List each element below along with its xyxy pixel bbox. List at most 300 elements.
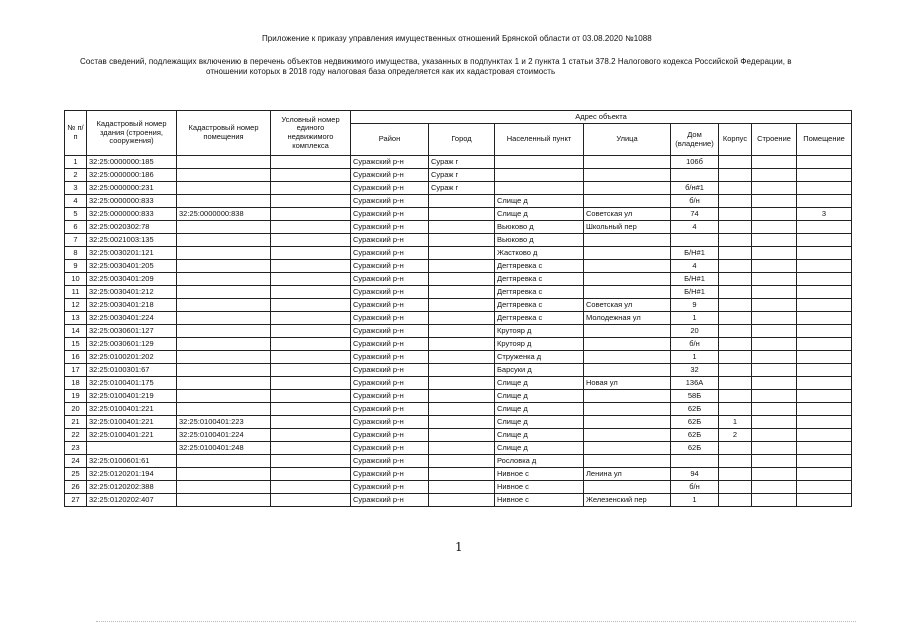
- cell-room: [797, 247, 852, 260]
- table-row: [65, 338, 852, 351]
- cell-settlement: Рословка д: [495, 455, 584, 468]
- cell-stroenie: [752, 364, 797, 377]
- cell-korpus: [719, 286, 752, 299]
- cell-district: Суражский р-н: [351, 169, 429, 182]
- cell-city: [429, 442, 495, 455]
- cell-settlement: Слище д: [495, 442, 584, 455]
- cell-korpus: [719, 234, 752, 247]
- cell-district: Суражский р-н: [351, 273, 429, 286]
- cell-house: [671, 455, 719, 468]
- cell-district: Суражский р-н: [351, 390, 429, 403]
- col-header-district: Район: [351, 124, 429, 156]
- cell-cadastral-room: [177, 234, 271, 247]
- cell-conditional-number: [271, 273, 351, 286]
- cell-conditional-number: [271, 468, 351, 481]
- cell-house: 32: [671, 364, 719, 377]
- cell-city: [429, 260, 495, 273]
- cell-street: [584, 364, 671, 377]
- cell-stroenie: [752, 221, 797, 234]
- cell-cadastral-room: [177, 377, 271, 390]
- cell-city: Сураж г: [429, 182, 495, 195]
- cell-korpus: [719, 182, 752, 195]
- cell-conditional-number: [271, 247, 351, 260]
- cell-conditional-number: [271, 286, 351, 299]
- table-row: [65, 416, 852, 429]
- cell-house: Б/Н#1: [671, 286, 719, 299]
- cell-settlement: Дегтяревка с: [495, 286, 584, 299]
- cell-city: [429, 416, 495, 429]
- cell-conditional-number: [271, 325, 351, 338]
- cell-cadastral-building: 32:25:0000000:231: [87, 182, 177, 195]
- col-header-city: Город: [429, 124, 495, 156]
- cell-num: 7: [65, 234, 87, 247]
- cell-street: [584, 182, 671, 195]
- table-row: [65, 195, 852, 208]
- cell-cadastral-building: 32:25:0100401:221: [87, 429, 177, 442]
- cell-stroenie: [752, 403, 797, 416]
- cell-cadastral-building: 32:25:0120202:388: [87, 481, 177, 494]
- table-row: [65, 156, 852, 169]
- table-body: [65, 156, 852, 507]
- cell-korpus: [719, 260, 752, 273]
- cell-house: 1: [671, 351, 719, 364]
- cell-city: [429, 299, 495, 312]
- cell-stroenie: [752, 195, 797, 208]
- cell-cadastral-room: 32:25:0000000:838: [177, 208, 271, 221]
- cell-cadastral-building: 32:25:0030401:218: [87, 299, 177, 312]
- table-row: [65, 325, 852, 338]
- cell-conditional-number: [271, 390, 351, 403]
- table-row: [65, 403, 852, 416]
- table-row: [65, 377, 852, 390]
- cell-cadastral-building: 32:25:0000000:833: [87, 195, 177, 208]
- col-header-address-group: Адрес объекта: [351, 111, 852, 124]
- cell-cadastral-building: 32:25:0030601:127: [87, 325, 177, 338]
- cell-korpus: [719, 403, 752, 416]
- cell-cadastral-building: 32:25:0020302:78: [87, 221, 177, 234]
- cell-cadastral-room: [177, 494, 271, 507]
- cell-street: [584, 195, 671, 208]
- cell-cadastral-building: 32:25:0030401:205: [87, 260, 177, 273]
- cell-district: Суражский р-н: [351, 325, 429, 338]
- cell-room: [797, 169, 852, 182]
- col-header-stroenie: Строение: [752, 124, 797, 156]
- cell-conditional-number: [271, 455, 351, 468]
- cell-cadastral-building: 32:25:0000000:186: [87, 169, 177, 182]
- cell-stroenie: [752, 182, 797, 195]
- cell-settlement: Слище д: [495, 429, 584, 442]
- cell-conditional-number: [271, 182, 351, 195]
- cell-city: [429, 455, 495, 468]
- cell-room: [797, 351, 852, 364]
- cell-settlement: [495, 182, 584, 195]
- table-row: [65, 442, 852, 455]
- cell-room: [797, 221, 852, 234]
- cell-street: [584, 416, 671, 429]
- cell-district: Суражский р-н: [351, 299, 429, 312]
- cell-conditional-number: [271, 299, 351, 312]
- cell-num: 2: [65, 169, 87, 182]
- col-header-room: Помещение: [797, 124, 852, 156]
- cell-street: Советская ул: [584, 299, 671, 312]
- cell-num: 26: [65, 481, 87, 494]
- cell-room: [797, 260, 852, 273]
- cell-korpus: [719, 325, 752, 338]
- cell-district: Суражский р-н: [351, 494, 429, 507]
- cell-district: Суражский р-н: [351, 260, 429, 273]
- cell-district: Суражский р-н: [351, 208, 429, 221]
- cell-room: [797, 325, 852, 338]
- cell-cadastral-room: [177, 299, 271, 312]
- cell-street: [584, 156, 671, 169]
- cell-street: [584, 351, 671, 364]
- cell-stroenie: [752, 468, 797, 481]
- cell-settlement: Нивное с: [495, 481, 584, 494]
- cell-cadastral-building: 32:25:0100301:67: [87, 364, 177, 377]
- table-row: [65, 351, 852, 364]
- cell-korpus: [719, 494, 752, 507]
- col-header-house: Дом (владение): [671, 124, 719, 156]
- cell-street: [584, 390, 671, 403]
- cell-cadastral-room: [177, 195, 271, 208]
- cell-num: 13: [65, 312, 87, 325]
- cell-num: 18: [65, 377, 87, 390]
- cell-district: Суражский р-н: [351, 403, 429, 416]
- cell-conditional-number: [271, 195, 351, 208]
- cell-conditional-number: [271, 234, 351, 247]
- cell-district: Суражский р-н: [351, 286, 429, 299]
- composition-title-line1: Состав сведений, подлежащих включению в перечень объектов недвижимого имущества, указанных в подпунктах 1 и 2 пункта 1 статьи 378.2 Налогового кодекса Российской Федерации, в: [80, 57, 792, 66]
- cell-settlement: Крутояр д: [495, 325, 584, 338]
- cell-street: Молодежная ул: [584, 312, 671, 325]
- cell-korpus: [719, 208, 752, 221]
- cell-city: [429, 273, 495, 286]
- cell-house: 106б: [671, 156, 719, 169]
- cell-korpus: [719, 312, 752, 325]
- cell-stroenie: [752, 429, 797, 442]
- cell-conditional-number: [271, 403, 351, 416]
- cell-house: 62Б: [671, 416, 719, 429]
- cell-cadastral-room: [177, 351, 271, 364]
- cell-settlement: Слище д: [495, 416, 584, 429]
- cell-korpus: 2: [719, 429, 752, 442]
- page-number: 1: [455, 540, 463, 554]
- cell-room: [797, 156, 852, 169]
- cell-city: [429, 364, 495, 377]
- cell-stroenie: [752, 442, 797, 455]
- cell-korpus: [719, 247, 752, 260]
- table-row: [65, 364, 852, 377]
- cell-settlement: Дегтяревка с: [495, 260, 584, 273]
- table-row: [65, 299, 852, 312]
- cell-city: [429, 468, 495, 481]
- cell-conditional-number: [271, 169, 351, 182]
- cell-num: 21: [65, 416, 87, 429]
- cell-street: Школьный пер: [584, 221, 671, 234]
- cell-city: [429, 325, 495, 338]
- cell-street: [584, 247, 671, 260]
- cell-cadastral-building: 32:25:0100601:61: [87, 455, 177, 468]
- cell-house: 20: [671, 325, 719, 338]
- cell-cadastral-building: 32:25:0000000:185: [87, 156, 177, 169]
- cell-num: 6: [65, 221, 87, 234]
- cell-num: 1: [65, 156, 87, 169]
- table-row: [65, 260, 852, 273]
- cell-cadastral-building: 32:25:0030201:121: [87, 247, 177, 260]
- cell-num: 3: [65, 182, 87, 195]
- cell-city: [429, 403, 495, 416]
- table-row: [65, 208, 852, 221]
- cell-conditional-number: [271, 156, 351, 169]
- cell-street: Железенский пер: [584, 494, 671, 507]
- cell-house: 58Б: [671, 390, 719, 403]
- cell-house: 62Б: [671, 429, 719, 442]
- appendix-header: Приложение к приказу управления имущественных отношений Брянской области от 03.08.2020 №1088: [262, 34, 652, 43]
- cell-num: 10: [65, 273, 87, 286]
- cell-stroenie: [752, 234, 797, 247]
- cell-stroenie: [752, 169, 797, 182]
- cell-room: [797, 429, 852, 442]
- cell-stroenie: [752, 455, 797, 468]
- cell-street: [584, 169, 671, 182]
- cell-cadastral-room: [177, 156, 271, 169]
- cell-settlement: Слище д: [495, 403, 584, 416]
- table-row: [65, 481, 852, 494]
- cell-cadastral-room: [177, 364, 271, 377]
- table-row: [65, 455, 852, 468]
- cell-street: [584, 442, 671, 455]
- cell-room: [797, 416, 852, 429]
- cell-settlement: Дегтяревка с: [495, 273, 584, 286]
- cell-city: [429, 351, 495, 364]
- table-row: [65, 429, 852, 442]
- cell-korpus: [719, 338, 752, 351]
- cell-street: [584, 429, 671, 442]
- cell-district: Суражский р-н: [351, 364, 429, 377]
- cell-house: 1: [671, 494, 719, 507]
- cell-house: б/н: [671, 338, 719, 351]
- cell-house: б/н#1: [671, 182, 719, 195]
- cell-district: Суражский р-н: [351, 247, 429, 260]
- cell-korpus: [719, 299, 752, 312]
- col-header-cadastral-building: Кадастровый номер здания (строения, сооружения): [87, 111, 177, 156]
- cell-num: 24: [65, 455, 87, 468]
- cell-settlement: Дегтяревка с: [495, 312, 584, 325]
- cell-num: 4: [65, 195, 87, 208]
- col-header-street: Улица: [584, 124, 671, 156]
- cell-conditional-number: [271, 481, 351, 494]
- cell-street: Советская ул: [584, 208, 671, 221]
- cell-settlement: [495, 169, 584, 182]
- cell-cadastral-room: [177, 169, 271, 182]
- table-row: [65, 169, 852, 182]
- cell-settlement: Дегтяревка с: [495, 299, 584, 312]
- cell-room: [797, 286, 852, 299]
- col-header-settlement: Населенный пункт: [495, 124, 584, 156]
- cell-district: Суражский р-н: [351, 377, 429, 390]
- cell-stroenie: [752, 208, 797, 221]
- cell-num: 15: [65, 338, 87, 351]
- cell-district: Суражский р-н: [351, 455, 429, 468]
- cell-settlement: Крутояр д: [495, 338, 584, 351]
- cell-cadastral-room: 32:25:0100401:248: [177, 442, 271, 455]
- cell-korpus: [719, 156, 752, 169]
- cell-settlement: Вьюково д: [495, 221, 584, 234]
- cell-stroenie: [752, 312, 797, 325]
- table-row: [65, 234, 852, 247]
- cell-cadastral-room: [177, 455, 271, 468]
- cell-district: Суражский р-н: [351, 429, 429, 442]
- table-row: [65, 468, 852, 481]
- cell-settlement: Струженка д: [495, 351, 584, 364]
- cell-district: Суражский р-н: [351, 351, 429, 364]
- cell-house: [671, 234, 719, 247]
- cell-conditional-number: [271, 208, 351, 221]
- cell-stroenie: [752, 377, 797, 390]
- table-row: [65, 494, 852, 507]
- cell-room: [797, 273, 852, 286]
- cell-house: [671, 169, 719, 182]
- cell-cadastral-room: [177, 325, 271, 338]
- table-row: [65, 312, 852, 325]
- cell-korpus: [719, 169, 752, 182]
- cell-city: [429, 481, 495, 494]
- cell-district: Суражский р-н: [351, 195, 429, 208]
- cell-settlement: Слище д: [495, 377, 584, 390]
- cell-korpus: [719, 390, 752, 403]
- cell-city: Сураж г: [429, 156, 495, 169]
- cell-num: 5: [65, 208, 87, 221]
- cell-num: 8: [65, 247, 87, 260]
- cell-room: [797, 442, 852, 455]
- cell-settlement: Слище д: [495, 195, 584, 208]
- cell-cadastral-room: [177, 247, 271, 260]
- cell-room: [797, 312, 852, 325]
- cell-district: Суражский р-н: [351, 416, 429, 429]
- cell-korpus: [719, 351, 752, 364]
- cell-settlement: Вьюково д: [495, 234, 584, 247]
- cell-city: [429, 390, 495, 403]
- cell-conditional-number: [271, 494, 351, 507]
- cell-city: [429, 208, 495, 221]
- cell-settlement: Барсуки д: [495, 364, 584, 377]
- cell-conditional-number: [271, 429, 351, 442]
- cell-district: Суражский р-н: [351, 468, 429, 481]
- cell-district: Суражский р-н: [351, 156, 429, 169]
- cell-conditional-number: [271, 260, 351, 273]
- cell-room: [797, 195, 852, 208]
- cell-conditional-number: [271, 416, 351, 429]
- cell-room: [797, 468, 852, 481]
- composition-title-line2: отношении которых в 2018 году налоговая база определяется как их кадастровая стоимость: [206, 67, 556, 76]
- cell-room: [797, 338, 852, 351]
- cell-stroenie: [752, 247, 797, 260]
- cell-room: 3: [797, 208, 852, 221]
- cell-cadastral-building: 32:25:0120202:407: [87, 494, 177, 507]
- cell-cadastral-building: 32:25:0021003:135: [87, 234, 177, 247]
- cell-cadastral-room: [177, 260, 271, 273]
- cell-house: б/н: [671, 195, 719, 208]
- cell-stroenie: [752, 325, 797, 338]
- cell-cadastral-room: [177, 286, 271, 299]
- cell-city: [429, 195, 495, 208]
- col-header-cadastral-room: Кадастровый номер помещения: [177, 111, 271, 156]
- cell-city: [429, 286, 495, 299]
- cell-cadastral-building: 32:25:0100401:219: [87, 390, 177, 403]
- cell-street: [584, 338, 671, 351]
- cell-district: Суражский р-н: [351, 442, 429, 455]
- cell-stroenie: [752, 494, 797, 507]
- cell-city: Сураж г: [429, 169, 495, 182]
- cell-city: [429, 234, 495, 247]
- cell-district: Суражский р-н: [351, 234, 429, 247]
- cell-korpus: [719, 455, 752, 468]
- cell-conditional-number: [271, 351, 351, 364]
- cell-num: 16: [65, 351, 87, 364]
- cell-cadastral-room: [177, 312, 271, 325]
- cell-street: [584, 325, 671, 338]
- cell-house: 4: [671, 221, 719, 234]
- cell-cadastral-room: [177, 390, 271, 403]
- table-row: [65, 390, 852, 403]
- cell-room: [797, 182, 852, 195]
- table-row: [65, 273, 852, 286]
- cell-street: Ленина ул: [584, 468, 671, 481]
- cell-street: [584, 286, 671, 299]
- cell-stroenie: [752, 481, 797, 494]
- cell-city: [429, 377, 495, 390]
- cell-house: 74: [671, 208, 719, 221]
- cell-cadastral-room: [177, 221, 271, 234]
- cell-street: [584, 403, 671, 416]
- cell-num: 11: [65, 286, 87, 299]
- cell-stroenie: [752, 390, 797, 403]
- cell-stroenie: [752, 299, 797, 312]
- table-row: [65, 247, 852, 260]
- cell-district: Суражский р-н: [351, 182, 429, 195]
- cell-num: 17: [65, 364, 87, 377]
- cell-korpus: [719, 468, 752, 481]
- cell-num: 27: [65, 494, 87, 507]
- cell-cadastral-building: 32:25:0030401:224: [87, 312, 177, 325]
- cell-korpus: [719, 195, 752, 208]
- cell-cadastral-building: 32:25:0030401:209: [87, 273, 177, 286]
- cell-cadastral-building: 32:25:0100401:221: [87, 403, 177, 416]
- cell-num: 12: [65, 299, 87, 312]
- cell-house: Б/Н#1: [671, 247, 719, 260]
- cell-stroenie: [752, 416, 797, 429]
- cell-room: [797, 377, 852, 390]
- col-header-num: № п/п: [65, 111, 87, 156]
- cell-num: 25: [65, 468, 87, 481]
- cell-room: [797, 390, 852, 403]
- cell-conditional-number: [271, 338, 351, 351]
- cell-cadastral-building: 32:25:0000000:833: [87, 208, 177, 221]
- cell-room: [797, 299, 852, 312]
- cell-settlement: Жастково д: [495, 247, 584, 260]
- cell-district: Суражский р-н: [351, 312, 429, 325]
- objects-table: [64, 110, 852, 507]
- cell-room: [797, 403, 852, 416]
- cell-house: Б/Н#1: [671, 273, 719, 286]
- cell-city: [429, 338, 495, 351]
- cell-korpus: [719, 273, 752, 286]
- cell-settlement: Нивное с: [495, 468, 584, 481]
- col-header-conditional-number: Условный номер единого недвижимого комплекса: [271, 111, 351, 156]
- cell-street: [584, 455, 671, 468]
- cell-korpus: [719, 442, 752, 455]
- cell-conditional-number: [271, 377, 351, 390]
